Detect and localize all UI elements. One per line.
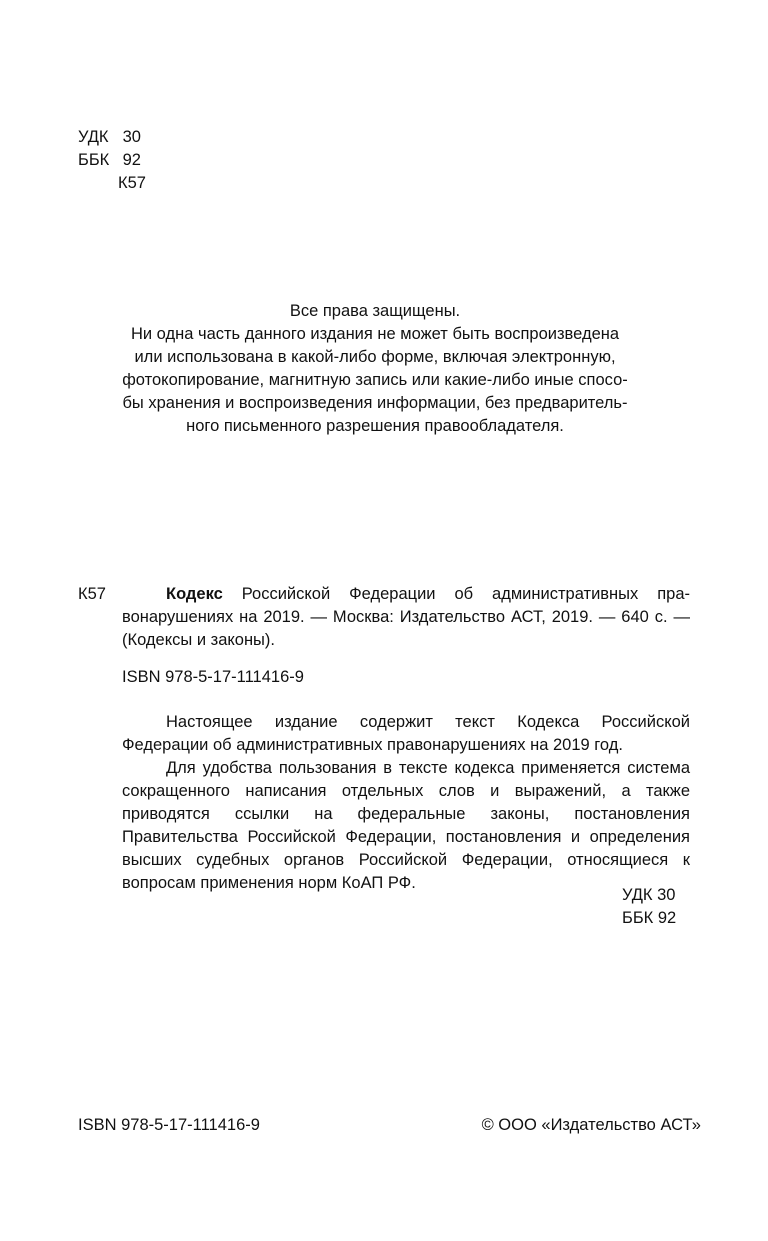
bib-title: Кодекс [166,585,223,603]
udk-label: УДК [78,128,109,146]
udk-code: УДК 30 [622,886,676,904]
bib-description: Российской Федерации об административных пра-вонарушениях на 2019. — Москва: Издательство АСТ, 2019. — 640 с. — (Кодексы и законы). [122,585,690,649]
abstract-paragraph: Настоящее издание содержит текст Кодекса Российской Федерации об административных правонарушениях на 2019 год. [122,713,690,754]
bib-author-sign: К57 [78,585,106,603]
udk-row [78,126,146,149]
rights-statement [120,300,630,438]
classification-block-bottom [622,884,676,930]
bib-isbn: ISBN 978-5-17-111416-9 [122,668,304,686]
classification-block-top [78,126,146,195]
rights-line: Ни одна часть данного издания не может быть воспроизведена [130,325,620,343]
bbk-code: ББК 92 [622,909,677,927]
bbk-value: 92 [122,151,141,169]
rights-line: Все права защищены. [289,302,461,320]
udk-value: 30 [122,128,141,146]
author-sign: К57 [118,174,146,192]
bbk-label: ББК [78,151,110,169]
rights-line: или использована в какой-либо форме, включая электронную, [134,348,616,366]
bibliographic-record [78,583,690,652]
abstract [122,711,690,895]
copyright-notice: © ООО «Издательство АСТ» [481,1116,701,1134]
abstract-paragraph: Для удобства пользования в тексте кодекса применяется система сокращенного написания отдельных слов и выражений, а также приводятся ссылки на федеральные законы, постановления Правительства Российской Федерации, постановления и определения высших судебных органов Российской Федерации, относящиеся к вопросам применения норм КоАП РФ. [122,759,690,892]
rights-line: бы хранения и воспроизведения информации, без предваритель- [122,394,628,412]
rights-line: фотокопирование, магнитную запись или какие-либо иные спосо- [122,371,628,389]
footer-isbn: ISBN 978-5-17-111416-9 [78,1116,260,1134]
rights-line: ного письменного разрешения правообладателя. [186,417,564,435]
bbk-row [78,149,146,172]
bib-entry [122,583,690,652]
